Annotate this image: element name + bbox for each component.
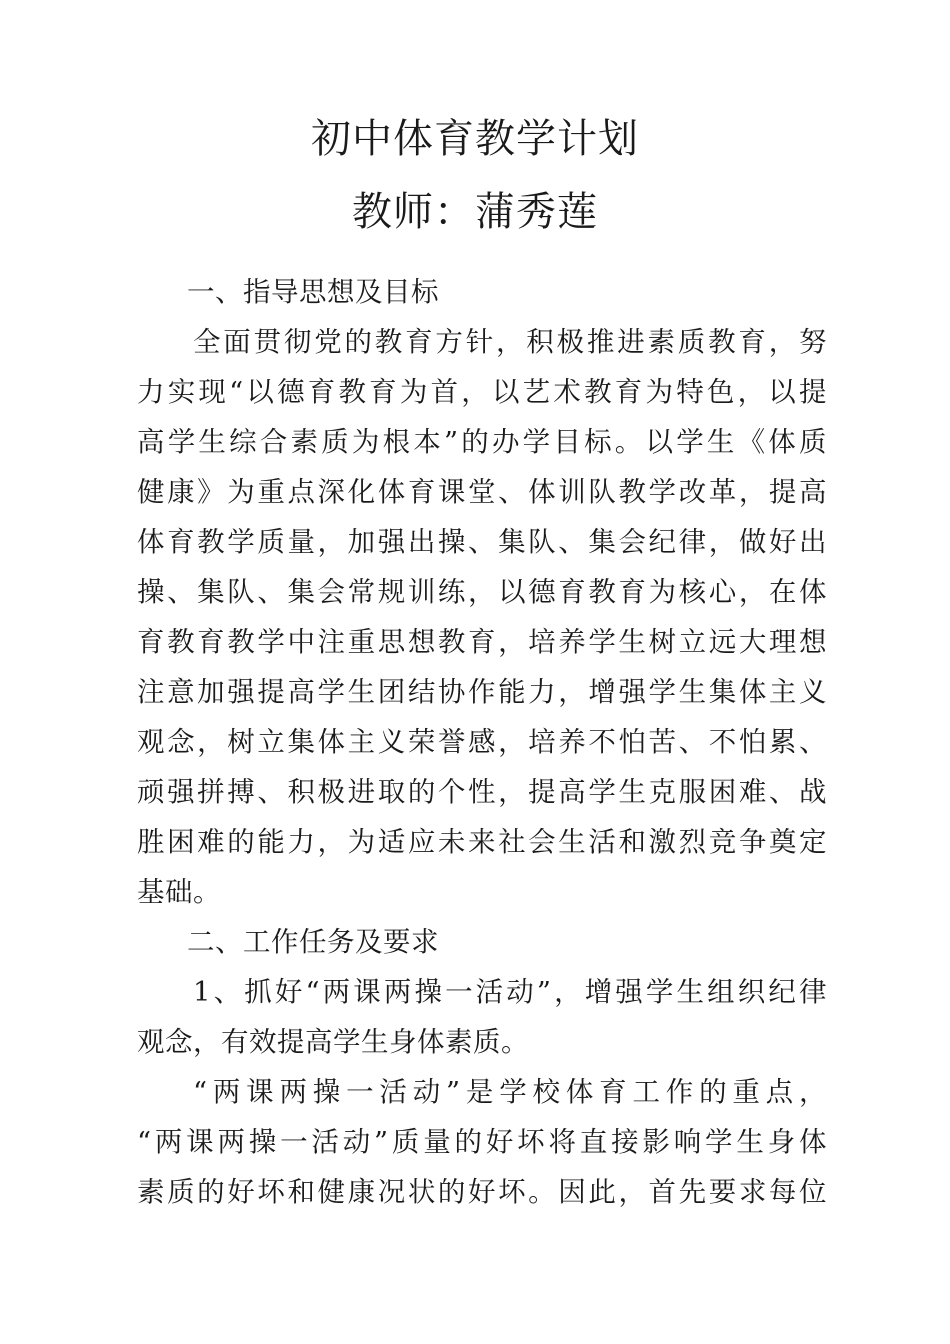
paragraph-line: 1、抓好“两课两操一活动”，增强学生组织纪律 bbox=[193, 976, 827, 1008]
paragraph-line: 健康》为重点深化体育课堂、体训队教学改革，提高 bbox=[137, 476, 827, 508]
paragraph-line: “两课两操一活动”质量的好坏将直接影响学生身体 bbox=[137, 1126, 827, 1158]
paragraph-line: 胜困难的能力，为适应未来社会生活和激烈竞争奠定 bbox=[137, 826, 827, 858]
author-line: 教师：蒲秀莲 bbox=[352, 189, 598, 235]
paragraph-line: 操、集队、集会常规训练，以德育教育为核心，在体 bbox=[137, 576, 827, 608]
paragraph-line: 观念，树立集体主义荣誉感，培养不怕苦、不怕累、 bbox=[137, 726, 827, 758]
paragraph-line: 体育教学质量，加强出操、集队、集会纪律，做好出 bbox=[137, 526, 827, 558]
document-title: 初中体育教学计划 bbox=[311, 116, 639, 162]
paragraph-line: 全面贯彻党的教育方针，积极推进素质教育，努 bbox=[193, 326, 827, 358]
paragraph-line: 顽强拼搏、积极进取的个性，提高学生克服困难、战 bbox=[137, 776, 827, 808]
paragraph-line: 育教育教学中注重思想教育，培养学生树立远大理想 bbox=[137, 626, 827, 658]
paragraph-line: 注意加强提高学生团结协作能力，增强学生集体主义 bbox=[137, 676, 827, 708]
paragraph-line: 高学生综合素质为根本”的办学目标。以学生《体质 bbox=[137, 426, 827, 458]
paragraph-line: 基础。 bbox=[137, 876, 221, 908]
paragraph-line: 力实现“以德育教育为首，以艺术教育为特色，以提 bbox=[137, 376, 827, 408]
paragraph-line: 观念，有效提高学生身体素质。 bbox=[137, 1026, 529, 1058]
paragraph-line: 素质的好坏和健康况状的好坏。因此，首先要求每位 bbox=[137, 1176, 827, 1208]
section-heading-2: 二、工作任务及要求 bbox=[187, 926, 439, 958]
section-heading-1: 一、指导思想及目标 bbox=[187, 276, 439, 308]
paragraph-line: “两课两操一活动”是学校体育工作的重点， bbox=[193, 1076, 827, 1108]
